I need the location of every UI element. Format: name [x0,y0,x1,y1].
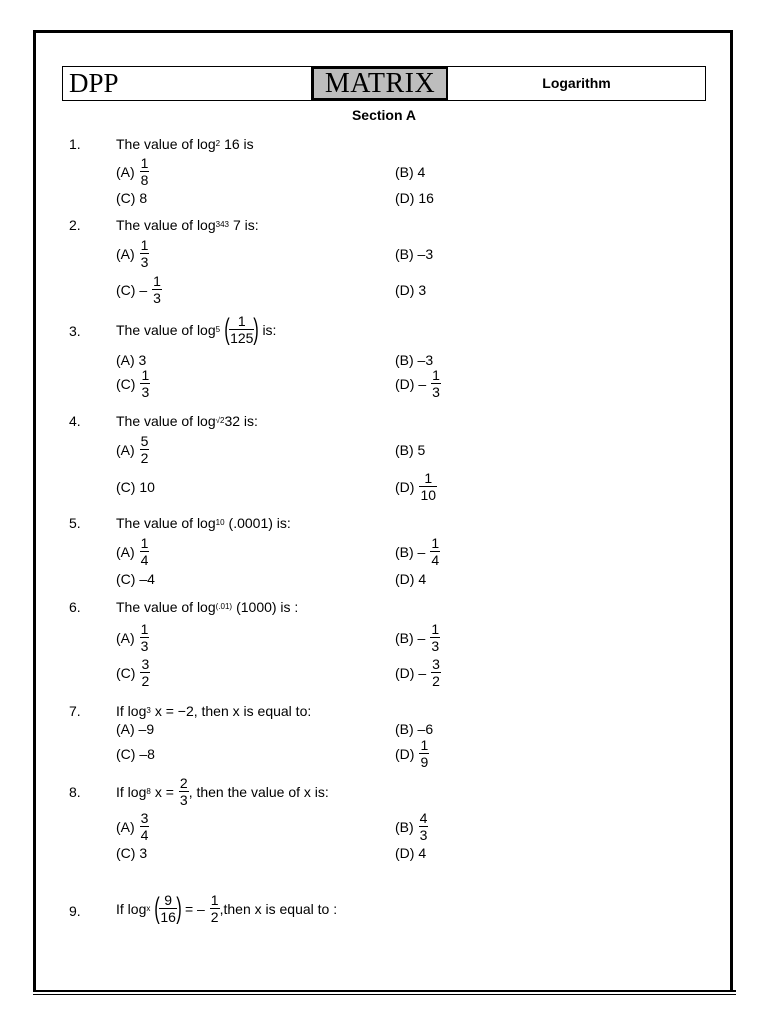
fraction: $\frac{1}{4}$ [431,535,440,568]
fraction: $\frac{1}{3}$ [140,621,149,654]
fraction: $\frac{1}{4}$ [140,535,149,568]
option-b: (B) 5 [395,442,426,458]
option-c: (C) $\frac{3}{2}$ [116,656,150,689]
fraction: $\frac{1}{3}$ [432,367,440,400]
option-b: (B) –3 [395,246,434,262]
fraction: $\frac{4}{3}$ [419,810,428,843]
option-b: (B) –3 [395,352,434,368]
option-d: (D) 4 [395,845,427,861]
question-text: If log x ( $\frac{9}{16}$ ) = – $\frac{1}{2}$ ,then x is equal to : [116,891,338,925]
fraction: $\frac{1}{10}$ [420,470,437,503]
question-number: 4. [69,413,81,429]
fraction: $\frac{1}{8}$ [140,155,149,188]
option-b: (B) $\frac{4}{3}$ [395,810,428,843]
question-text: If log 8 x = $\frac{2}{3}$ , then the value of x is: [116,775,329,808]
header-dpp: DPP [63,67,312,100]
fraction: $\frac{9}{16}$ [160,892,176,925]
option-a: (A) $\frac{5}{2}$ [116,433,149,466]
question-text: The value of log 5 ( $\frac{1}{125}$ ) is: [116,312,277,346]
fraction: $\frac{1}{3}$ [153,273,161,306]
question-number: 7. [69,703,81,719]
question-text: The value of log (.01) (1000) is : [116,599,299,615]
question-text: The value of log 10 (.0001) is: [116,515,291,531]
option-b: (B) – $\frac{1}{3}$ [395,621,440,654]
footer-rule-thin [33,994,736,995]
option-c: (C) 10 [116,479,155,495]
question-number: 8. [69,784,81,800]
option-c: (C) – $\frac{1}{3}$ [116,273,161,306]
footer-rule [33,990,736,992]
option-c: (C) 8 [116,190,148,206]
header-topic: Logarithm [542,75,611,91]
option-d: (D) – $\frac{3}{2}$ [395,656,440,689]
fraction: $\frac{3}{2}$ [141,656,150,689]
fraction: $\frac{1}{3}$ [141,367,150,400]
option-d: (D) 3 [395,282,427,298]
question-number: 1. [69,136,81,152]
fraction: $\frac{5}{2}$ [140,433,149,466]
question-text: The value of log √2 32 is: [116,413,258,429]
fraction: $\frac{2}{3}$ [179,775,188,808]
option-c: (C) –8 [116,746,155,762]
fraction: $\frac{3}{4}$ [140,810,149,843]
fraction: $\frac{3}{2}$ [432,656,440,689]
option-b: (B) –6 [395,721,434,737]
option-a: (A) $\frac{3}{4}$ [116,810,149,843]
fraction: $\frac{1}{3}$ [431,621,440,654]
option-a: (A) $\frac{1}{4}$ [116,535,149,568]
fraction: $\frac{1}{9}$ [420,737,429,770]
option-a: (A) –9 [116,721,155,737]
option-a: (A) $\frac{1}{3}$ [116,621,149,654]
option-a: (A) 3 [116,352,147,368]
question-number: 5. [69,515,81,531]
option-d: (D) $\frac{1}{10}$ [395,470,437,503]
question-number: 2. [69,217,81,233]
option-b: (B) 4 [395,164,426,180]
option-d: (D) $\frac{1}{9}$ [395,737,429,770]
section-title: Section A [351,107,417,123]
option-c: (C) –4 [116,571,155,587]
fraction: $\frac{1}{2}$ [210,892,219,925]
fraction: $\frac{1}{125}$ [230,313,254,346]
option-c: (C) $\frac{1}{3}$ [116,367,150,400]
question-text: If log 3 x = −2, then x is equal to: [116,703,312,719]
option-d: (D) 4 [395,571,427,587]
question-text: The value of log 343 7 is: [116,217,259,233]
header-matrix-logo: MATRIX [312,67,448,100]
question-number: 9. [69,903,81,919]
question-text: The value of log 2 16 is [116,136,254,152]
question-number: 6. [69,599,81,615]
option-d: (D) – $\frac{1}{3}$ [395,367,440,400]
option-a: (A) $\frac{1}{8}$ [116,155,149,188]
option-c: (C) 3 [116,845,148,861]
question-number: 3. [69,323,81,339]
option-a: (A) $\frac{1}{3}$ [116,237,149,270]
fraction: $\frac{1}{3}$ [140,237,149,270]
option-b: (B) – $\frac{1}{4}$ [395,535,440,568]
header-table [62,66,706,101]
option-d: (D) 16 [395,190,434,206]
